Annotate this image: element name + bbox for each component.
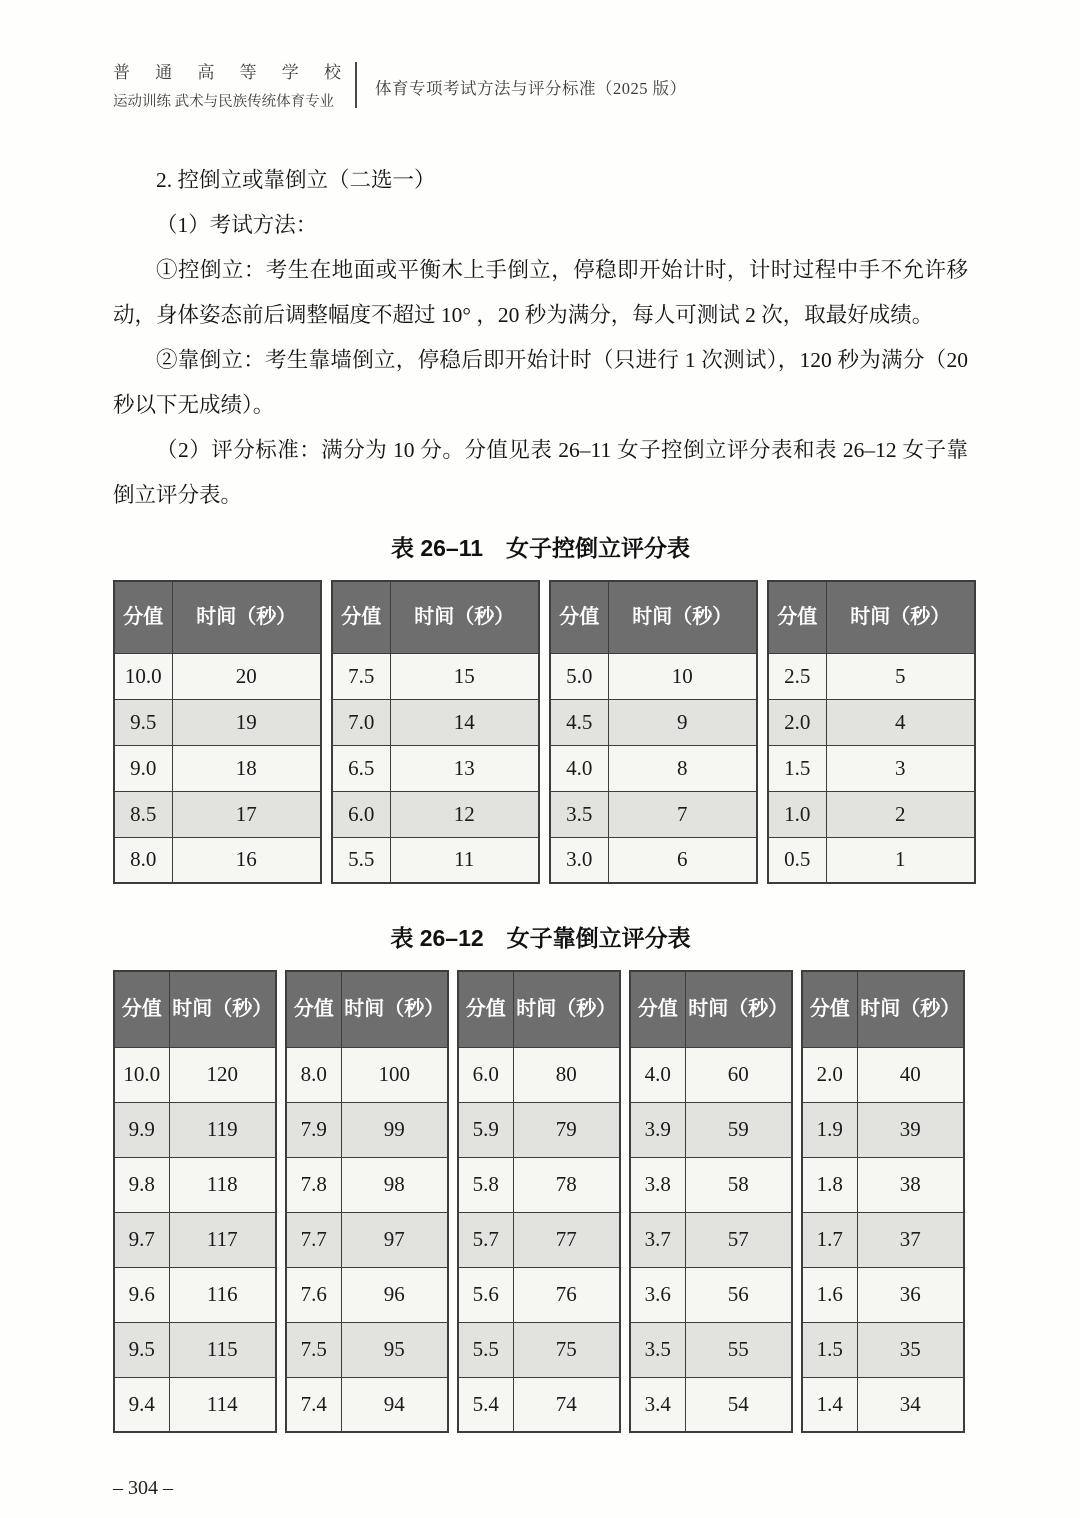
score-value-cell: 5.5 [332,837,390,883]
time-value-cell: 2 [826,791,975,837]
time-value-cell: 120 [169,1047,276,1102]
page-number: – 304 – [113,1477,173,1499]
score-value-cell: 5.5 [458,1322,513,1377]
table-row [286,1212,448,1267]
time-value-cell: 56 [685,1267,792,1322]
table-row [114,1267,276,1322]
table-row [768,653,975,699]
time-value-cell: 114 [169,1377,276,1432]
score-value-cell: 5.9 [458,1102,513,1157]
time-value-cell: 13 [390,745,539,791]
score-value-cell: 10.0 [114,1047,169,1102]
score-table-group-2 [331,580,540,884]
time-value-cell: 34 [857,1377,964,1432]
time-value-cell: 35 [857,1322,964,1377]
score-value-cell: 5.6 [458,1267,513,1322]
score-value-cell: 1.5 [802,1322,857,1377]
score-value-cell: 9.0 [114,745,172,791]
table-row [802,1322,964,1377]
table-row [802,1157,964,1212]
score-value-cell: 3.4 [630,1377,685,1432]
time-value-cell: 10 [608,653,757,699]
score-value-cell: 4.0 [550,745,608,791]
time-value-cell: 5 [826,653,975,699]
paragraph-method-2: ②靠倒立：考生靠墙倒立，停稳后即开始计时（只进行 1 次测试），120 秒为满分（20 秒以下无成绩）。 [113,348,968,417]
score-table-group-1 [113,580,322,884]
time-column-header: 时间（秒） [172,581,321,653]
time-value-cell: 80 [513,1047,620,1102]
score-value-cell: 7.5 [332,653,390,699]
score-table-group-4 [767,580,976,884]
table-row [114,1212,276,1267]
score-value-cell: 9.7 [114,1212,169,1267]
table-26-11-title: 表 26–11 女子控倒立评分表 [390,535,691,561]
table-26-12 [113,970,968,1433]
header-major-name: 运动训练 武术与民族传统体育专业 [113,94,335,110]
time-value-cell: 116 [169,1267,276,1322]
table-row [332,699,539,745]
time-value-cell: 99 [341,1102,448,1157]
table-row [630,1267,792,1322]
score-value-cell: 3.0 [550,837,608,883]
paragraph-method-label: （1）考试方法： [156,213,318,237]
score-table-group-5 [801,970,965,1433]
table-row [768,745,975,791]
score-column-header: 分值 [286,971,341,1047]
time-value-cell: 36 [857,1267,964,1322]
time-value-cell: 55 [685,1322,792,1377]
time-column-header: 时间（秒） [513,971,620,1047]
time-value-cell: 3 [826,745,975,791]
time-value-cell: 9 [608,699,757,745]
score-value-cell: 10.0 [114,653,172,699]
score-value-cell: 9.8 [114,1157,169,1212]
score-table-group-2 [285,970,449,1433]
table-row [630,1377,792,1432]
time-value-cell: 39 [857,1102,964,1157]
paragraph-method-1: ①控倒立：考生在地面或平衡木上手倒立，停稳即开始计时，计时过程中手不允许移动，身体姿态前后调整幅度不超过 10° ，20 秒为满分，每人可测试 2 次，取最好成绩。 [113,258,968,327]
table-row [114,1322,276,1377]
time-column-header: 时间（秒） [826,581,975,653]
table-row [768,791,975,837]
time-value-cell: 79 [513,1102,620,1157]
time-value-cell: 78 [513,1157,620,1212]
score-value-cell: 6.0 [332,791,390,837]
table-row [630,1157,792,1212]
score-value-cell: 8.0 [286,1047,341,1102]
time-value-cell: 8 [608,745,757,791]
score-value-cell: 6.5 [332,745,390,791]
score-column-header: 分值 [332,581,390,653]
score-value-cell: 3.5 [550,791,608,837]
time-value-cell: 76 [513,1267,620,1322]
time-value-cell: 119 [169,1102,276,1157]
time-value-cell: 94 [341,1377,448,1432]
score-value-cell: 5.4 [458,1377,513,1432]
time-column-header: 时间（秒） [608,581,757,653]
score-table-group-4 [629,970,793,1433]
score-value-cell: 1.8 [802,1157,857,1212]
score-value-cell: 1.5 [768,745,826,791]
score-column-header: 分值 [114,581,172,653]
table-row [114,1102,276,1157]
time-value-cell: 19 [172,699,321,745]
table-row [550,653,757,699]
header-school-type: 普通高等学校 [113,63,341,82]
table-row [802,1047,964,1102]
score-value-cell: 3.6 [630,1267,685,1322]
score-table-group-3 [549,580,758,884]
score-value-cell: 1.7 [802,1212,857,1267]
time-value-cell: 98 [341,1157,448,1212]
score-value-cell: 9.9 [114,1102,169,1157]
score-column-header: 分值 [550,581,608,653]
score-value-cell: 7.4 [286,1377,341,1432]
time-value-cell: 1 [826,837,975,883]
table-row [458,1377,620,1432]
time-value-cell: 117 [169,1212,276,1267]
table-row [458,1157,620,1212]
table-row [114,1047,276,1102]
table-row [550,837,757,883]
score-value-cell: 8.0 [114,837,172,883]
time-value-cell: 20 [172,653,321,699]
table-row [332,745,539,791]
table-row [458,1102,620,1157]
table-row [286,1377,448,1432]
table-row [802,1267,964,1322]
time-column-header: 时间（秒） [390,581,539,653]
score-column-header: 分值 [458,971,513,1047]
score-value-cell: 4.5 [550,699,608,745]
time-value-cell: 74 [513,1377,620,1432]
table-row [768,699,975,745]
score-value-cell: 0.5 [768,837,826,883]
time-value-cell: 16 [172,837,321,883]
section-heading: 2. 控倒立或靠倒立（二选一） [156,168,436,192]
score-value-cell: 9.4 [114,1377,169,1432]
time-value-cell: 12 [390,791,539,837]
time-value-cell: 77 [513,1212,620,1267]
table-row [114,699,321,745]
table-row [114,653,321,699]
table-row [458,1322,620,1377]
time-value-cell: 14 [390,699,539,745]
score-value-cell: 3.9 [630,1102,685,1157]
table-26-11 [113,580,968,884]
time-value-cell: 58 [685,1157,792,1212]
table-row [768,837,975,883]
score-value-cell: 2.5 [768,653,826,699]
table-row [332,653,539,699]
table-row [630,1212,792,1267]
time-column-header: 时间（秒） [685,971,792,1047]
table-row [286,1322,448,1377]
paragraph-scoring: （2）评分标准：满分为 10 分。分值见表 26–11 女子控倒立评分表和表 26–12 女子靠倒立评分表。 [113,438,968,507]
score-value-cell: 9.5 [114,1322,169,1377]
table-row [458,1047,620,1102]
table-26-12-title: 表 26–12 女子靠倒立评分表 [390,925,691,951]
score-value-cell: 1.9 [802,1102,857,1157]
score-value-cell: 9.6 [114,1267,169,1322]
time-column-header: 时间（秒） [169,971,276,1047]
score-column-header: 分值 [802,971,857,1047]
score-value-cell: 3.5 [630,1322,685,1377]
table-row [286,1102,448,1157]
time-value-cell: 15 [390,653,539,699]
score-value-cell: 2.0 [802,1047,857,1102]
table-row [550,699,757,745]
table-row [458,1267,620,1322]
score-value-cell: 3.7 [630,1212,685,1267]
table-row [802,1212,964,1267]
table-row [550,791,757,837]
table-row [286,1267,448,1322]
score-value-cell: 7.5 [286,1322,341,1377]
time-value-cell: 17 [172,791,321,837]
time-value-cell: 96 [341,1267,448,1322]
running-header [113,58,968,111]
score-column-header: 分值 [114,971,169,1047]
score-table-group-1 [113,970,277,1433]
time-value-cell: 4 [826,699,975,745]
table-row [114,745,321,791]
score-value-cell: 7.0 [332,699,390,745]
page-footer [113,1477,968,1500]
score-value-cell: 8.5 [114,791,172,837]
score-column-header: 分值 [768,581,826,653]
time-value-cell: 115 [169,1322,276,1377]
time-value-cell: 75 [513,1322,620,1377]
score-value-cell: 1.6 [802,1267,857,1322]
time-value-cell: 100 [341,1047,448,1102]
table-row [114,1377,276,1432]
table-row [630,1322,792,1377]
score-value-cell: 9.5 [114,699,172,745]
score-value-cell: 7.8 [286,1157,341,1212]
table-row [114,837,321,883]
score-value-cell: 7.7 [286,1212,341,1267]
document-content [113,158,968,1433]
time-value-cell: 59 [685,1102,792,1157]
table-row [286,1047,448,1102]
header-book-title: 体育专项考试方法与评分标准（2025 版） [375,78,687,98]
score-value-cell: 7.9 [286,1102,341,1157]
score-table-group-3 [457,970,621,1433]
time-value-cell: 118 [169,1157,276,1212]
table-row [630,1102,792,1157]
score-value-cell: 6.0 [458,1047,513,1102]
table-row [630,1047,792,1102]
time-value-cell: 40 [857,1047,964,1102]
score-value-cell: 1.4 [802,1377,857,1432]
time-value-cell: 18 [172,745,321,791]
score-value-cell: 3.8 [630,1157,685,1212]
table-row [332,837,539,883]
time-value-cell: 37 [857,1212,964,1267]
table-row [802,1377,964,1432]
time-column-header: 时间（秒） [857,971,964,1047]
table-row [114,1157,276,1212]
score-value-cell: 7.6 [286,1267,341,1322]
time-value-cell: 7 [608,791,757,837]
time-value-cell: 38 [857,1157,964,1212]
score-value-cell: 2.0 [768,699,826,745]
time-value-cell: 97 [341,1212,448,1267]
time-value-cell: 6 [608,837,757,883]
time-column-header: 时间（秒） [341,971,448,1047]
table-row [332,791,539,837]
table-row [802,1102,964,1157]
table-row [114,791,321,837]
score-value-cell: 5.7 [458,1212,513,1267]
table-row [458,1212,620,1267]
score-value-cell: 5.8 [458,1157,513,1212]
time-value-cell: 11 [390,837,539,883]
time-value-cell: 57 [685,1212,792,1267]
header-left-block [113,58,341,111]
score-value-cell: 1.0 [768,791,826,837]
table-row [550,745,757,791]
header-divider [355,62,357,108]
score-value-cell: 4.0 [630,1047,685,1102]
table-row [286,1157,448,1212]
time-value-cell: 60 [685,1047,792,1102]
score-value-cell: 5.0 [550,653,608,699]
time-value-cell: 54 [685,1377,792,1432]
score-column-header: 分值 [630,971,685,1047]
time-value-cell: 95 [341,1322,448,1377]
